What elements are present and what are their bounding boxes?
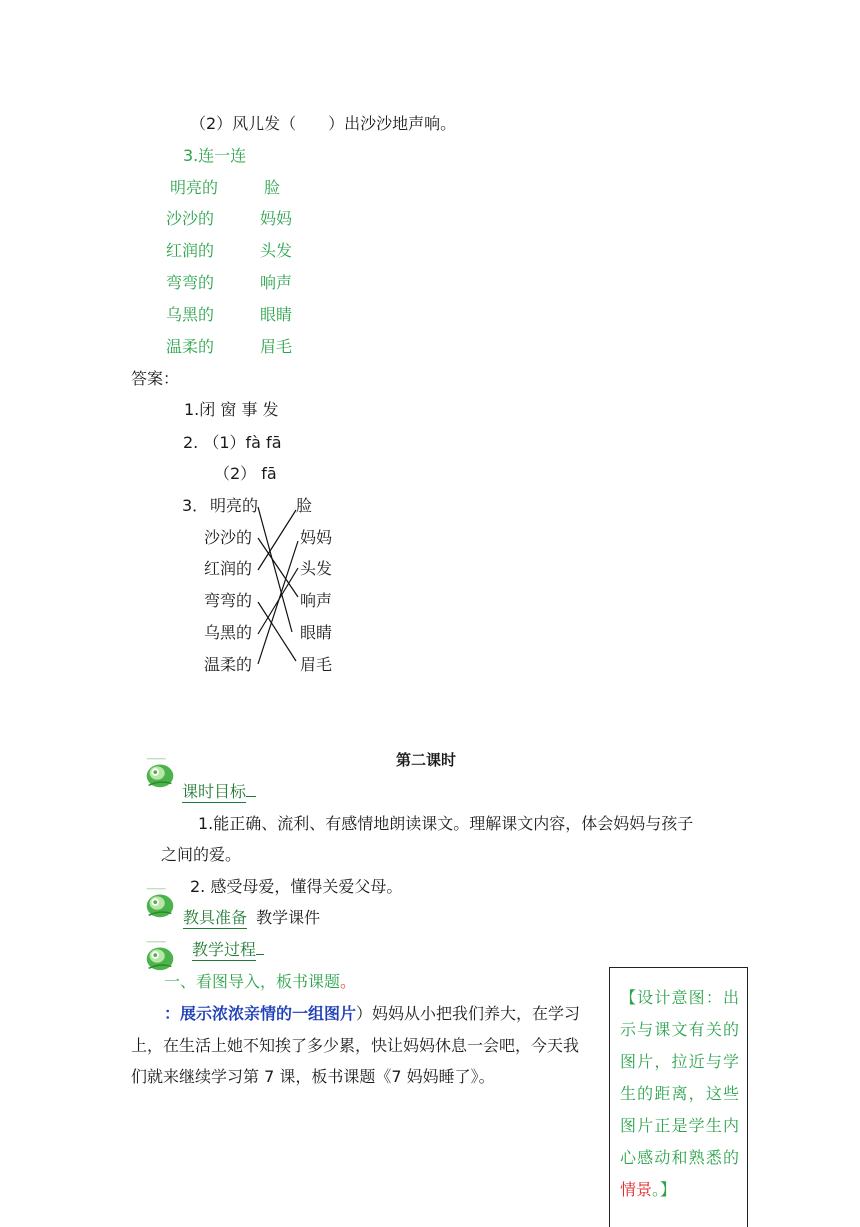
answer-right: 眼睛 (300, 623, 333, 642)
exercise-q3-title: 3.连一连 (183, 146, 247, 165)
answer-left: 沙沙的 (204, 528, 253, 547)
match-line (258, 538, 298, 597)
leaf-icon (141, 755, 179, 793)
match-left: 乌黑的 (166, 305, 215, 324)
match-right: 脸 (264, 178, 281, 197)
goals-heading-text: 课时目标 (182, 782, 247, 801)
goals-heading (182, 782, 256, 802)
answer-2-1: 2. （1）fà fā (183, 433, 282, 452)
match-line (258, 602, 296, 661)
match-left: 弯弯的 (166, 273, 215, 292)
show-label: ：展示浓浓亲情的一组图片 (164, 1004, 357, 1023)
answer-right: 脸 (296, 496, 313, 515)
process-heading (192, 940, 264, 960)
step-1 (164, 972, 356, 992)
process-heading-text: 教学过程 (192, 940, 257, 959)
answer-right: 眉毛 (300, 655, 333, 674)
note-highlight: 情景 (620, 1180, 653, 1199)
match-right: 响声 (260, 273, 293, 292)
answer-left: 红润的 (204, 559, 253, 578)
answer-2-2: （2） fā (214, 464, 277, 483)
goal-2: 2. 感受母爱，懂得关爱父母。 (190, 877, 403, 896)
design-intent-note (609, 967, 748, 1227)
match-right: 眼睛 (260, 305, 293, 324)
match-right: 眉毛 (260, 337, 293, 356)
goal-1-line-1: 1.能正确、流利、有感情地朗读课文。理解课文内容，体会妈妈与孩子 (198, 814, 694, 833)
answer-right: 头发 (300, 559, 333, 578)
match-line (258, 510, 296, 570)
body-line-2: 上，在生活上她不知挨了多少累，快让妈妈休息一会吧，今天我 (131, 1036, 580, 1055)
match-left: 沙沙的 (166, 209, 215, 228)
match-right: 头发 (260, 241, 293, 260)
show-bracket: ） (356, 1004, 373, 1023)
match-left: 明亮的 (170, 178, 219, 197)
note-text: 【设计意图：出示与课文有关的图片，拉近与学生的距离，这些图片正是学生内心感动和熟悉的 (620, 988, 739, 1167)
tools-value: 教学课件 (256, 908, 321, 927)
match-left: 红润的 (166, 241, 215, 260)
goal-1-line-2: 之间的爱。 (161, 845, 242, 864)
tools-heading: 教具准备 (183, 908, 248, 927)
step-1-period: 。 (340, 972, 357, 991)
answer-left: 乌黑的 (204, 623, 253, 642)
step-1-text: 一、看图导入，板书课题 (164, 972, 341, 991)
body-line-3: 们就来继续学习第 7 课，板书课题《7 妈妈睡了》。 (131, 1067, 495, 1086)
match-left: 温柔的 (166, 337, 215, 356)
answer-right: 妈妈 (300, 528, 333, 547)
answer-left: 弯弯的 (204, 591, 253, 610)
leaf-icon (141, 938, 179, 976)
answers-label: 答案： (131, 369, 180, 388)
answer-right: 响声 (300, 591, 333, 610)
body-line-1 (164, 1004, 580, 1024)
answer-left: 明亮的 (210, 496, 259, 515)
exercise-q2-2: （2）风儿发（ ）出沙沙地声响。 (190, 114, 457, 133)
answer-1: 1.闭 窗 事 发 (184, 400, 279, 419)
lesson-title: 第二课时 (396, 751, 457, 769)
body-line-1-text: 妈妈从小把我们养大，在学习 (372, 1004, 581, 1023)
answer-left: 温柔的 (204, 655, 253, 674)
answer-3-prefix: 3． (182, 496, 209, 515)
note-end: 。】 (652, 1180, 677, 1199)
tools-row (183, 908, 320, 928)
leaf-icon (141, 885, 179, 923)
match-right: 妈妈 (260, 209, 293, 228)
